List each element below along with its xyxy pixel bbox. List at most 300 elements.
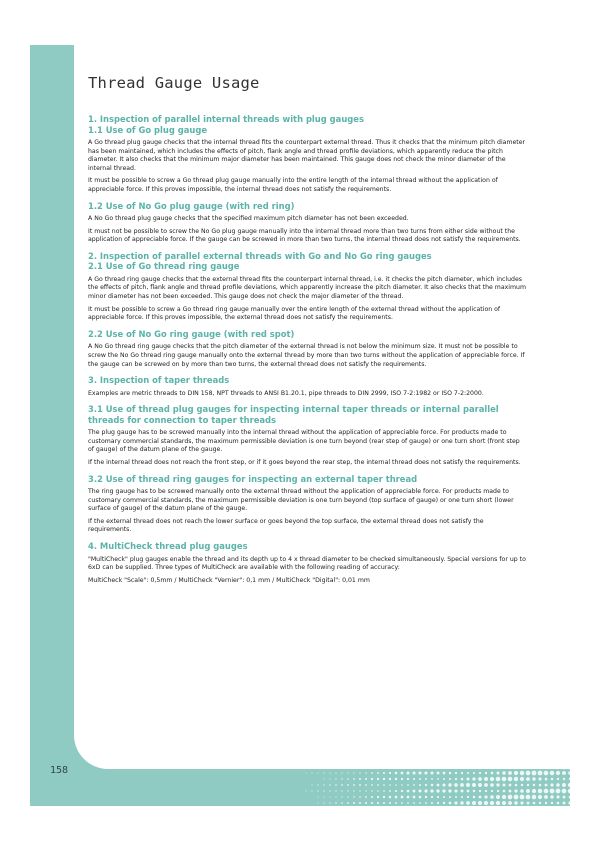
- decorative-dot: [335, 802, 336, 803]
- decorative-dot: [323, 796, 324, 797]
- decorative-dot: [419, 742, 421, 744]
- decorative-dot: [491, 766, 494, 769]
- decorative-dot: [526, 753, 531, 758]
- decorative-dot: [443, 736, 445, 738]
- decorative-dot: [377, 730, 379, 732]
- decorative-dot: [407, 742, 409, 744]
- decorative-dot: [520, 789, 524, 793]
- decorative-dot: [329, 802, 330, 803]
- decorative-dot: [484, 783, 488, 787]
- decorative-dot: [436, 747, 439, 750]
- decorative-dot: [377, 796, 379, 798]
- decorative-dot: [502, 759, 506, 763]
- decorative-dot: [545, 742, 548, 745]
- decorative-dot: [353, 790, 354, 791]
- decorative-dot: [317, 760, 318, 761]
- decorative-dot: [431, 784, 434, 787]
- decorative-dot: [335, 730, 336, 731]
- decorative-dot: [353, 778, 355, 780]
- decorative-dot: [353, 730, 354, 731]
- decorative-dot: [377, 754, 379, 756]
- decorative-dot: [437, 730, 440, 733]
- decorative-dot: [449, 730, 452, 733]
- decorative-dot: [514, 777, 518, 781]
- decorative-dot: [430, 747, 433, 750]
- decorative-dot: [538, 765, 542, 769]
- decorative-dot: [485, 748, 487, 750]
- decorative-dot: [431, 754, 433, 756]
- decorative-dot: [550, 795, 553, 798]
- decorative-dot: [407, 802, 409, 804]
- decorative-dot: [359, 742, 361, 744]
- decorative-dot: [533, 760, 536, 763]
- decorative-dot: [478, 801, 482, 805]
- decorative-dot: [509, 766, 511, 768]
- body-paragraph: If the internal thread does not reach the front step, or if it goes beyond the rear step, the internal thread does not satisfy the requirements.: [88, 458, 521, 466]
- decorative-dot: [413, 754, 416, 757]
- decorative-dot: [551, 802, 553, 804]
- decorative-dot: [389, 742, 391, 744]
- decorative-dot: [341, 784, 343, 786]
- decorative-dot: [329, 736, 330, 737]
- decorative-dot: [454, 765, 458, 769]
- decorative-dot: [520, 801, 523, 804]
- section-list: [88, 114, 526, 585]
- decorative-dot: [436, 789, 439, 792]
- decorative-dot: [395, 778, 397, 780]
- decorative-dot: [443, 796, 445, 798]
- decorative-dot: [407, 754, 410, 757]
- decorative-dot: [497, 790, 499, 792]
- decorative-dot: [353, 772, 354, 773]
- section-subheading: 1.2 Use of No Go plug gauge (with red ring): [88, 200, 295, 211]
- decorative-dot: [359, 778, 361, 780]
- decorative-dot: [347, 766, 349, 768]
- decorative-dot: [460, 741, 464, 745]
- decorative-dot: [317, 784, 318, 785]
- decorative-dot: [539, 742, 542, 745]
- decorative-dot: [490, 753, 494, 757]
- decorative-dot: [437, 802, 439, 804]
- decorative-dot: [353, 802, 355, 804]
- decorative-dot: [508, 729, 512, 733]
- section: [88, 251, 526, 323]
- decorative-dot: [395, 790, 397, 792]
- decorative-dot: [473, 730, 475, 732]
- decorative-dot: [551, 760, 553, 762]
- decorative-dot: [568, 759, 570, 762]
- decorative-dot: [449, 754, 451, 756]
- decorative-dot: [311, 742, 312, 743]
- decorative-dot: [442, 783, 445, 786]
- decorative-dot: [413, 772, 416, 775]
- decorative-dot: [359, 748, 360, 749]
- decorative-dot: [389, 796, 392, 799]
- decorative-dot: [551, 778, 554, 781]
- decorative-dot: [568, 801, 570, 804]
- body-paragraph: The plug gauge has to be screwed manually into the internal thread without the application of appreciable force. For products made to customary commercial standards, the maximum permissible deviation is one turn beyond (rear step of gauge) or one turn short (front step of gauge) of the datum plane of the gauge.: [88, 429, 520, 454]
- decorative-dot: [353, 754, 354, 755]
- decorative-dot: [371, 772, 373, 774]
- decorative-dot: [550, 729, 555, 734]
- section-subheading: 2.1 Use of Go thread ring gauge: [88, 261, 240, 272]
- decorative-dot: [485, 730, 487, 732]
- decorative-dot: [502, 771, 505, 774]
- decorative-dot: [323, 742, 324, 743]
- decorative-dot: [353, 748, 354, 749]
- decorative-dot: [437, 778, 439, 780]
- decorative-dot: [550, 789, 555, 794]
- decorative-dot: [436, 765, 439, 768]
- decorative-dot: [377, 766, 378, 767]
- decorative-dot: [563, 796, 566, 799]
- decorative-dot: [371, 796, 373, 798]
- decorative-dot: [341, 778, 342, 779]
- decorative-dot: [431, 736, 433, 738]
- decorative-dot: [544, 795, 548, 799]
- decorative-dot: [448, 765, 452, 769]
- decorative-dot: [527, 766, 530, 769]
- decorative-dot: [443, 754, 445, 756]
- decorative-dot: [401, 802, 403, 804]
- decorative-dot: [515, 766, 517, 768]
- decorative-dot: [419, 784, 421, 786]
- decorative-dot: [401, 736, 403, 738]
- decorative-dot: [365, 742, 367, 744]
- decorative-dot: [502, 729, 505, 732]
- decorative-dot: [562, 771, 566, 775]
- decorative-dot: [419, 802, 421, 804]
- decorative-dot: [443, 802, 445, 804]
- decorative-dot: [556, 747, 561, 752]
- decorative-dot: [520, 795, 525, 800]
- decorative-dot: [514, 729, 518, 733]
- decorative-dot: [377, 748, 378, 749]
- decorative-dot: [514, 795, 519, 800]
- decorative-dot: [407, 784, 409, 786]
- decorative-dot: [341, 748, 342, 749]
- section: [88, 404, 526, 467]
- decorative-dot: [557, 736, 559, 738]
- decorative-dot: [413, 796, 416, 799]
- decorative-dot: [425, 802, 427, 804]
- decorative-dot: [544, 765, 548, 769]
- decorative-dot: [538, 789, 542, 793]
- decorative-dot: [383, 754, 385, 756]
- decorative-dot: [454, 801, 457, 804]
- decorative-dot: [419, 766, 422, 769]
- decorative-dot: [437, 742, 440, 745]
- decorative-dot: [431, 802, 433, 804]
- decorative-dot: [568, 783, 570, 787]
- body-paragraph: A No Go thread plug gauge checks that the specified maximum pitch diameter has not been exceeded.: [88, 215, 409, 223]
- decorative-dot: [497, 772, 500, 775]
- decorative-dot: [329, 772, 330, 773]
- decorative-dot: [318, 797, 319, 798]
- decorative-dot: [533, 742, 535, 744]
- decorative-dot: [526, 735, 530, 739]
- decorative-dot: [550, 753, 554, 757]
- decorative-dot: [491, 790, 493, 792]
- decorative-dot: [443, 778, 445, 780]
- decorative-dot: [473, 754, 475, 756]
- decorative-dot: [335, 766, 337, 768]
- decorative-dot: [472, 759, 476, 763]
- decorative-dot: [383, 760, 385, 762]
- decorative-dot: [550, 771, 554, 775]
- decorative-dot: [484, 795, 487, 798]
- decorative-dot: [365, 778, 367, 780]
- decorative-dot: [557, 802, 560, 805]
- decorative-dot: [484, 777, 488, 781]
- decorative-dot: [317, 802, 318, 803]
- decorative-dot: [359, 802, 361, 804]
- decorative-dot: [323, 760, 324, 761]
- decorative-dot: [371, 736, 373, 738]
- decorative-dot: [521, 742, 523, 744]
- decorative-dot: [568, 789, 570, 793]
- decorative-dot: [353, 760, 355, 762]
- decorative-dot: [365, 802, 367, 804]
- decorative-dot: [341, 754, 342, 755]
- decorative-dot: [485, 766, 488, 769]
- decorative-dot: [556, 765, 560, 769]
- body-paragraph: MultiCheck "Scale": 0,5mm / MultiCheck "Vernier": 0,1 mm / MultiCheck "Digital": 0,01 mm: [88, 576, 370, 584]
- decorative-dot: [383, 802, 385, 804]
- decorative-dot: [473, 748, 476, 751]
- decorative-dot: [455, 736, 457, 738]
- body-paragraph: If the external thread does not reach the lower surface or goes beyond the top surface, the external thread does not satisfy the requirements.: [88, 517, 484, 534]
- decorative-dot: [502, 741, 505, 744]
- decorative-dot: [461, 790, 464, 793]
- decorative-dot: [448, 789, 451, 792]
- decorative-dot: [347, 784, 349, 786]
- decorative-dot: [472, 783, 476, 787]
- decorative-dot: [484, 735, 488, 739]
- decorative-dot: [466, 801, 470, 805]
- decorative-dot: [467, 736, 470, 739]
- decorative-dot: [395, 760, 397, 762]
- decorative-dot: [538, 771, 543, 776]
- decorative-dot: [401, 760, 403, 762]
- decorative-dot: [318, 755, 319, 756]
- decorative-dot: [443, 730, 446, 733]
- decorative-dot: [466, 741, 470, 745]
- body-paragraph: It must not be possible to screw the No Go plug gauge manually into the internal thread more than two turns from either side without the application of appreciable force. If the gauge can be screwed in more than two turns, the internal thread does not satisfy the requirements.: [88, 227, 521, 244]
- decorative-dot: [371, 730, 373, 732]
- decorative-dot: [395, 772, 398, 775]
- decorative-dot: [365, 754, 367, 756]
- decorative-dot: [359, 790, 360, 791]
- decorative-dot: [377, 778, 379, 780]
- decorative-dot: [466, 765, 470, 769]
- decorative-dot: [479, 790, 481, 792]
- decorative-dot: [472, 765, 475, 768]
- section-subheading: 4. MultiCheck thread plug gauges: [88, 541, 248, 552]
- decorative-dot: [437, 736, 439, 738]
- decorative-dot: [389, 784, 391, 786]
- decorative-dot: [460, 765, 464, 769]
- decorative-dot: [496, 801, 500, 805]
- decorative-dot: [323, 748, 324, 749]
- decorative-dot: [461, 730, 463, 732]
- decorative-dot: [347, 790, 348, 791]
- decorative-dot: [419, 796, 422, 799]
- decorative-dot: [526, 729, 531, 734]
- decorative-dot: [479, 754, 482, 757]
- decorative-dot: [418, 747, 421, 750]
- decorative-dot: [496, 753, 500, 757]
- decorative-dot: [479, 748, 481, 750]
- page-title: Thread Gauge Usage: [88, 74, 260, 92]
- decorative-dot: [509, 742, 512, 745]
- decorative-dot: [341, 790, 342, 791]
- decorative-dot: [526, 777, 530, 781]
- decorative-dot: [424, 771, 427, 774]
- decorative-dot: [442, 741, 445, 744]
- decorative-dot: [490, 741, 494, 745]
- decorative-dot: [448, 783, 451, 786]
- decorative-dot: [454, 789, 457, 792]
- decorative-dot: [485, 790, 487, 792]
- decorative-dot: [448, 747, 451, 750]
- decorative-dot: [521, 766, 524, 769]
- decorative-dot: [359, 730, 360, 731]
- decorative-dot: [563, 802, 566, 805]
- decorative-dot: [347, 742, 349, 744]
- decorative-dot: [359, 772, 360, 773]
- body-paragraph: A Go thread plug gauge checks that the internal thread fits the counterpart external thread. Thus it checks that the minimum pitch diameter has been maintained, which includes the effects of pitch, flank angle and thread profile deviations, which apparently reduce the pitch diameter. It also checks that the minimum major diameter has been maintained. This gauge does not check the minor diameter of the internal thread.: [88, 139, 526, 172]
- decorative-dot: [407, 778, 409, 780]
- decorative-dot: [520, 753, 525, 758]
- decorative-dot: [395, 766, 397, 768]
- section: [88, 474, 526, 535]
- decorative-dot: [311, 730, 312, 731]
- decorative-dot: [496, 735, 501, 740]
- decorative-dot: [569, 736, 570, 738]
- decorative-dot: [347, 748, 348, 749]
- decorative-dot: [401, 790, 403, 792]
- decorative-dot: [520, 729, 524, 733]
- decorative-dot: [395, 754, 398, 757]
- decorative-dot: [568, 729, 570, 733]
- decorative-dot: [473, 772, 475, 774]
- decorative-dot: [532, 771, 537, 776]
- decorative-dot: [455, 754, 457, 756]
- decorative-dot: [502, 795, 506, 799]
- decorative-dot: [401, 772, 404, 775]
- decorative-dot: [442, 765, 446, 769]
- decorative-dot: [437, 754, 439, 756]
- decorative-dot: [550, 747, 555, 752]
- decorative-dot: [383, 730, 385, 732]
- decorative-dot: [568, 771, 570, 775]
- decorative-dot: [383, 796, 385, 798]
- decorative-dot: [515, 742, 518, 745]
- decorative-dot: [508, 801, 512, 805]
- decorative-dot: [401, 766, 403, 768]
- decorative-dot: [341, 742, 343, 744]
- decorative-dot: [401, 730, 404, 733]
- decorative-dot: [425, 754, 427, 756]
- decorative-dot: [562, 765, 567, 770]
- decorative-dot: [371, 766, 372, 767]
- decorative-dot: [526, 795, 531, 800]
- decorative-dot: [556, 771, 560, 775]
- decorative-dot: [431, 796, 433, 798]
- decorative-dot: [413, 736, 415, 738]
- decorative-dot: [491, 748, 493, 750]
- decorative-dot: [413, 802, 415, 804]
- decorative-dot: [377, 772, 379, 774]
- decorative-dot: [538, 753, 542, 757]
- decorative-dot: [550, 783, 553, 786]
- decorative-dot: [329, 784, 330, 785]
- decorative-dot: [550, 741, 553, 744]
- decorative-dot: [413, 748, 416, 751]
- decorative-dot: [497, 748, 499, 750]
- decorative-dot: [311, 784, 312, 785]
- decorative-dot: [520, 747, 523, 750]
- decorative-dot: [515, 784, 518, 787]
- decorative-dot: [401, 754, 404, 757]
- decorative-dot: [569, 796, 570, 799]
- decorative-dot: [323, 754, 324, 755]
- decorative-dot: [395, 748, 397, 750]
- section-subheading: 2.2 Use of No Go ring gauge (with red spot): [88, 328, 295, 339]
- decorative-dot: [449, 760, 452, 763]
- decorative-dot: [455, 796, 457, 798]
- decorative-dot: [472, 801, 476, 805]
- decorative-dot: [431, 760, 433, 762]
- decorative-dot: [568, 765, 570, 770]
- decorative-dot: [329, 730, 330, 731]
- decorative-dot: [359, 784, 361, 786]
- decorative-dot: [556, 789, 561, 794]
- decorative-dot: [556, 729, 560, 733]
- decorative-dot: [419, 760, 421, 762]
- decorative-dot: [562, 741, 566, 745]
- decorative-dot: [496, 741, 499, 744]
- decorative-dot: [448, 741, 451, 744]
- decorative-dot: [478, 735, 482, 739]
- decorative-dot: [306, 731, 307, 732]
- decorative-dot: [562, 729, 566, 733]
- decorative-dot: [502, 783, 505, 786]
- decorative-dot: [544, 753, 548, 757]
- decorative-dot: [305, 766, 306, 767]
- section: [88, 114, 526, 195]
- decorative-dot: [455, 778, 457, 780]
- decorative-dot: [431, 730, 434, 733]
- decorative-dot: [563, 778, 565, 780]
- decorative-dot: [389, 802, 391, 804]
- decorative-dot: [347, 730, 348, 731]
- decorative-dot: [490, 783, 494, 787]
- decorative-dot: [460, 783, 464, 787]
- decorative-dot: [323, 802, 324, 803]
- decorative-dot: [353, 796, 354, 797]
- decorative-dot: [563, 736, 565, 738]
- decorative-dot: [478, 765, 481, 768]
- decorative-dot: [353, 766, 355, 768]
- decorative-dot: [460, 759, 463, 762]
- decorative-dot: [389, 760, 391, 762]
- decorative-dot: [306, 773, 307, 774]
- decorative-dot: [335, 772, 336, 773]
- decorative-dot: [341, 796, 342, 797]
- decorative-dot: [389, 754, 392, 757]
